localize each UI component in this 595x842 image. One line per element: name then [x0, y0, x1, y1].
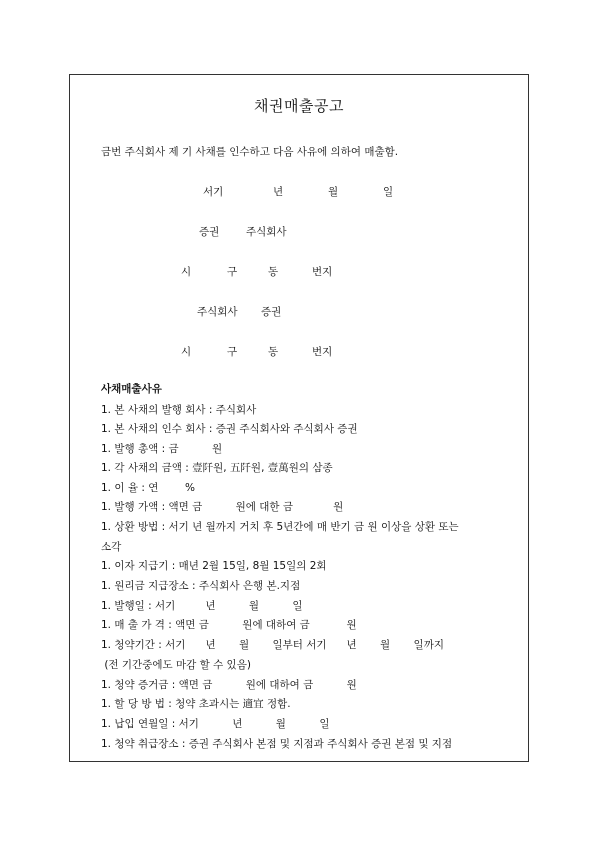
list-item: (전 기간중에도 마감 할 수 있음) — [101, 659, 251, 671]
list-item: 소각 — [101, 541, 122, 553]
address1-beonji: 번지 — [312, 266, 333, 278]
address1-dong: 동 — [268, 266, 279, 278]
list-item: 1. 매 출 가 격 : 액면 금 원에 대하여 금 원 — [101, 619, 357, 631]
list-item: 1. 발행일 : 서기 년 월 일 — [101, 600, 303, 612]
document-title: 채권매출공고 — [254, 97, 344, 115]
section-heading: 사채매출사유 — [101, 383, 162, 395]
address2-beonji: 번지 — [312, 346, 333, 358]
intro-text: 금번 주식회사 제 기 사채를 인수하고 다음 사유에 의하여 매출함. — [101, 146, 399, 158]
list-item: 1. 납입 연월일 : 서기 년 월 일 — [101, 718, 330, 730]
list-item: 1. 원리금 지급장소 : 주식회사 은행 본.지점 — [101, 580, 301, 592]
list-item: 1. 발행 가액 : 액면 금 원에 대한 금 원 — [101, 501, 344, 513]
address1-city: 시 — [181, 266, 192, 278]
issuer1-securities: 증권 — [199, 226, 220, 238]
date-era: 서기 — [203, 186, 224, 198]
notice-frame — [69, 74, 529, 762]
address2-dong: 동 — [268, 346, 279, 358]
list-item: 1. 이자 지급기 : 매년 2월 15일, 8월 15일의 2회 — [101, 560, 327, 572]
list-item: 1. 상환 방법 : 서기 년 월까지 거치 후 5년간에 매 반기 금 원 이상을 상환 또는 — [101, 521, 459, 533]
address1-district: 구 — [227, 266, 238, 278]
list-item: 1. 본 사채의 인수 회사 : 증권 주식회사와 주식회사 증권 — [101, 423, 358, 435]
date-year: 년 — [273, 186, 284, 198]
issuer2-company: 주식회사 — [197, 306, 238, 318]
list-item: 1. 이 율 : 연 % — [101, 482, 196, 494]
list-item: 1. 발행 총액 : 금 원 — [101, 443, 223, 455]
issuer2-securities: 증권 — [261, 306, 282, 318]
list-item: 1. 청약기간 : 서기 년 월 일부터 서기 년 월 일까지 — [101, 639, 444, 651]
address2-city: 시 — [181, 346, 192, 358]
list-item: 1. 각 사채의 금액 : 壹阡원, 五阡원, 壹萬원의 삼종 — [101, 462, 333, 474]
issuer1-company: 주식회사 — [246, 226, 287, 238]
list-item: 1. 할 당 방 법 : 청약 초과시는 適宜 정함. — [101, 698, 291, 710]
date-day: 일 — [383, 186, 394, 198]
list-item: 1. 청약 증거금 : 액면 금 원에 대하여 금 원 — [101, 679, 357, 691]
address2-district: 구 — [227, 346, 238, 358]
list-item: 1. 청약 취급장소 : 증권 주식회사 본점 및 지점과 주식회사 증권 본점 및 지점 — [101, 738, 453, 750]
list-item: 1. 본 사채의 발행 회사 : 주식회사 — [101, 404, 257, 416]
date-month: 월 — [328, 186, 339, 198]
